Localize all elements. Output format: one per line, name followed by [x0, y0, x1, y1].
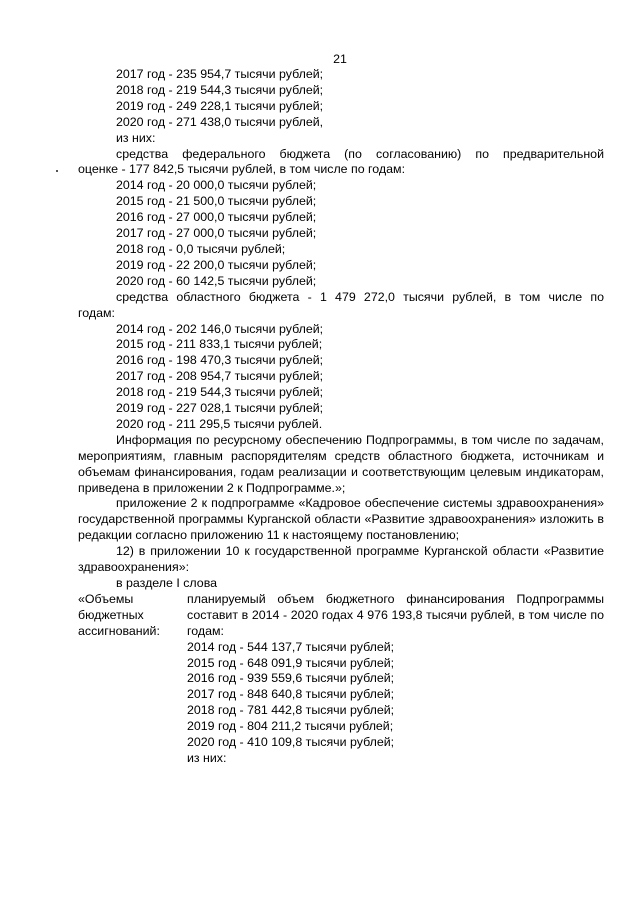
text-line: 2018 год - 219 544,3 тысячи рублей; — [116, 385, 324, 400]
year-line: 2016 год - 939 559,6 тысячи рублей; — [187, 671, 395, 686]
year-line: 2015 год - 648 091,9 тысячи рублей; — [187, 655, 395, 670]
text-line: оценке - 177 842,5 тысячи рублей, в том числе по годам: — [78, 162, 406, 177]
text-line: 2019 год - 249 228,1 тысячи рублей; — [116, 98, 324, 113]
year-line: 2017 год - 848 640,8 тысячи рублей; — [187, 687, 395, 702]
text-line: годам: — [78, 305, 115, 320]
text-line: 2015 год - 21 500,0 тысячи рублей; — [116, 194, 317, 209]
funding-table — [78, 592, 604, 767]
scan-speck — [56, 170, 58, 172]
text-line: 2017 год - 208 954,7 тысячи рублей; — [116, 369, 324, 384]
text-line: 2017 год - 235 954,7 тысячи рублей; — [116, 67, 324, 81]
text-line: 2020 год - 271 438,0 тысячи рублей, — [116, 114, 324, 129]
year-line: 2018 год - 781 442,8 тысячи рублей; — [187, 703, 395, 718]
text-line: 2014 год - 202 146,0 тысячи рублей; — [116, 321, 324, 336]
year-line: 2019 год - 804 211,2 тысячи рублей; — [187, 719, 394, 734]
text-line: 2018 год - 0,0 тысячи рублей; — [116, 241, 286, 256]
paragraph: Информация по ресурсному обеспечению Подпрограммы, в том числе по задачам, мероприятиям, главным распорядителям средств областного бюджета, источникам и объемам финансирования, годам реализации и соответствующим целевым индикаторам, приведена в приложении 2 к Подпрограмме.»; — [78, 432, 604, 495]
paragraph: 12) в приложении 10 к государственной программе Курганской области «Развитие здравоохранения»: — [78, 544, 604, 575]
paragraph: приложение 2 к подпрограмме «Кадровое обеспечение системы здравоохранения» государственной программы Курганской области «Развитие здравоохранения» изложить в редакции согласно приложению 11 к настоящему постановлению; — [78, 496, 604, 543]
table-content — [187, 592, 604, 767]
table-label: «Объемы бюджетных ассигнований: — [78, 591, 160, 638]
text-line: 2016 год - 198 470,3 тысячи рублей; — [116, 353, 324, 368]
table-tail: из них: — [187, 750, 227, 765]
year-line: 2020 год - 410 109,8 тысячи рублей; — [187, 735, 395, 750]
text-line: 2019 год - 227 028,1 тысячи рублей; — [116, 401, 324, 416]
text-line: из них: — [116, 130, 156, 145]
document-body — [78, 67, 604, 767]
table-intro: планируемый объем бюджетного финансирования Подпрограммы составит в 2014 - 2020 годах 4 976 193,8 тысячи рублей, в том числе по годам: — [187, 591, 604, 638]
text-line: 2016 год - 27 000,0 тысячи рублей; — [116, 210, 317, 225]
text-line: 2020 год - 60 142,5 тысячи рублей; — [116, 273, 317, 288]
text-line: 2014 год - 20 000,0 тысячи рублей; — [116, 178, 317, 193]
section-line: в разделе I слова — [116, 576, 218, 590]
text-line: средства областного бюджета - 1 479 272,0 тысячи рублей, в том числе по — [116, 289, 604, 304]
text-line: 2018 год - 219 544,3 тысячи рублей; — [116, 82, 324, 97]
text-line: 2020 год - 211 295,5 тысячи рублей. — [116, 416, 323, 431]
text-line: 2017 год - 27 000,0 тысячи рублей; — [116, 226, 317, 241]
text-line: средства федерального бюджета (по согласованию) по предварительной — [116, 146, 604, 161]
page-number: 21 — [333, 52, 347, 66]
text-line: 2019 год - 22 200,0 тысячи рублей; — [116, 257, 317, 272]
text-line: 2015 год - 211 833,1 тысячи рублей; — [116, 337, 323, 352]
year-line: 2014 год - 544 137,7 тысячи рублей; — [187, 639, 395, 654]
